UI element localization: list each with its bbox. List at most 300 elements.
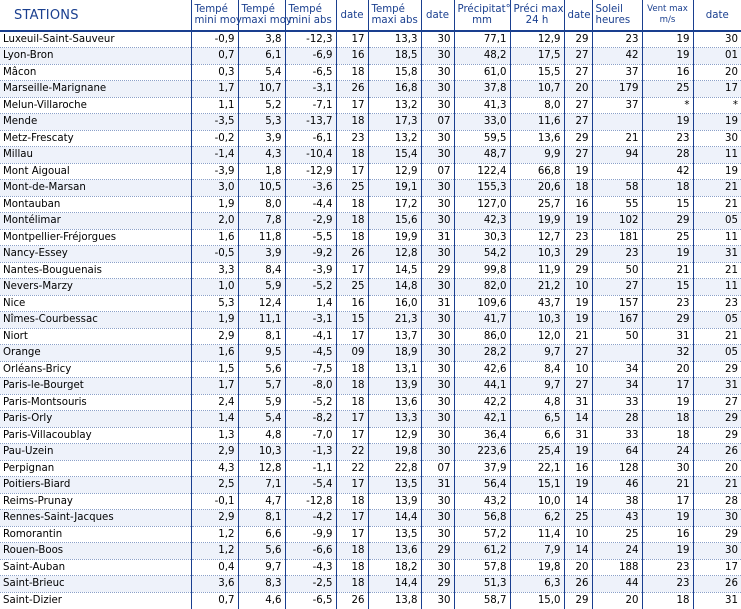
station-name-cell: Nice [0,295,191,312]
sunshine-hours-cell: 23 [592,31,642,48]
temp-max-moy-cell: 5,6 [238,361,285,378]
wind-max-cell: 18 [642,592,693,609]
temp-max-abs-cell: 19,8 [368,444,421,461]
temp-min-abs-cell: -8,0 [285,378,336,395]
station-name-cell: Orléans-Bricy [0,361,191,378]
date-max-cell: 30 [421,328,454,345]
station-name-cell: Nantes-Bouguenais [0,262,191,279]
precip-max-24h-cell: 6,5 [510,411,564,428]
temp-max-abs-cell: 15,4 [368,147,421,164]
precipitation-cell: 28,2 [454,345,510,362]
date-precip-cell: 14 [564,493,592,510]
station-name-cell: Niort [0,328,191,345]
date-precip-cell: 10 [564,526,592,543]
date-precip-cell: 27 [564,64,592,81]
date-wind-cell: 29 [693,361,741,378]
date-min-cell: 18 [336,361,368,378]
date-wind-cell: 21 [693,328,741,345]
wind-max-cell: 29 [642,312,693,329]
temp-max-moy-cell: 3,8 [238,31,285,48]
temp-min-abs-cell: -4,1 [285,328,336,345]
date-precip-cell: 29 [564,246,592,263]
date-min-cell: 22 [336,444,368,461]
date-max-cell: 30 [421,444,454,461]
wind-max-cell: 16 [642,64,693,81]
date-max-cell: 30 [421,592,454,609]
date-wind-cell: * [693,97,741,114]
date-wind-cell: 29 [693,526,741,543]
date-min-cell: 17 [336,97,368,114]
temp-max-abs-cell: 13,6 [368,394,421,411]
wind-max-cell: 18 [642,427,693,444]
date-wind-cell: 30 [693,510,741,527]
date-max-cell: 30 [421,510,454,527]
precipitation-cell: 99,8 [454,262,510,279]
wind-max-cell: 19 [642,510,693,527]
wind-max-cell: 23 [642,576,693,593]
precipitation-cell: 59,5 [454,130,510,147]
temp-min-moy-cell: 1,6 [191,229,238,246]
header-date-max: date [421,0,454,31]
date-max-cell: 30 [421,559,454,576]
date-wind-cell: 11 [693,279,741,296]
temp-max-moy-cell: 6,6 [238,526,285,543]
table-row [0,493,741,510]
date-precip-cell: 23 [564,229,592,246]
date-max-cell: 30 [421,411,454,428]
precipitation-cell: 155,3 [454,180,510,197]
date-min-cell: 22 [336,460,368,477]
temp-max-abs-cell: 22,8 [368,460,421,477]
wind-max-cell: 19 [642,114,693,131]
station-name-cell: Orange [0,345,191,362]
precip-max-24h-cell: 19,8 [510,559,564,576]
temp-min-moy-cell: 2,5 [191,477,238,494]
table-row [0,64,741,81]
precipitation-cell: 86,0 [454,328,510,345]
date-max-cell: 30 [421,97,454,114]
date-precip-cell: 31 [564,427,592,444]
date-min-cell: 17 [336,411,368,428]
date-max-cell: 31 [421,295,454,312]
date-max-cell: 30 [421,81,454,98]
temp-max-moy-cell: 10,7 [238,81,285,98]
date-wind-cell: 30 [693,130,741,147]
precipitation-cell: 44,1 [454,378,510,395]
precip-max-24h-cell: 7,9 [510,543,564,560]
date-precip-cell: 19 [564,213,592,230]
table-row [0,246,741,263]
temp-min-moy-cell: -1,4 [191,147,238,164]
temp-max-moy-cell: 5,9 [238,394,285,411]
table-row [0,345,741,362]
table-row [0,328,741,345]
temp-max-moy-cell: 5,2 [238,97,285,114]
date-wind-cell: 31 [693,246,741,263]
date-min-cell: 18 [336,229,368,246]
temp-max-moy-cell: 6,1 [238,48,285,65]
temp-min-moy-cell: 1,6 [191,345,238,362]
wind-max-cell: 18 [642,411,693,428]
station-name-cell: Lyon-Bron [0,48,191,65]
precip-max-24h-cell: 6,3 [510,576,564,593]
temp-max-abs-cell: 19,9 [368,229,421,246]
precipitation-cell: 122,4 [454,163,510,180]
precipitation-cell: 41,3 [454,97,510,114]
header-date-precip: date [564,0,592,31]
precipitation-cell: 42,2 [454,394,510,411]
header-temp-min-abs: Tempé mini abs [285,0,336,31]
date-max-cell: 29 [421,576,454,593]
temp-max-abs-cell: 16,0 [368,295,421,312]
header-temp-max-abs: Tempé maxi abs [368,0,421,31]
date-min-cell: 17 [336,31,368,48]
precip-max-24h-cell: 8,0 [510,97,564,114]
precip-max-24h-cell: 66,8 [510,163,564,180]
date-max-cell: 31 [421,477,454,494]
temp-max-moy-cell: 10,3 [238,444,285,461]
date-precip-cell: 26 [564,576,592,593]
station-name-cell: Mende [0,114,191,131]
temp-min-abs-cell: -9,2 [285,246,336,263]
temp-min-moy-cell: -0,9 [191,31,238,48]
date-wind-cell: 28 [693,493,741,510]
temp-max-abs-cell: 15,6 [368,213,421,230]
station-name-cell: Millau [0,147,191,164]
wind-max-cell: 30 [642,460,693,477]
date-max-cell: 30 [421,64,454,81]
wind-max-cell: 17 [642,493,693,510]
temp-max-abs-cell: 14,4 [368,510,421,527]
temp-max-moy-cell: 8,1 [238,510,285,527]
temp-min-abs-cell: -2,5 [285,576,336,593]
sunshine-hours-cell: 167 [592,312,642,329]
temp-max-abs-cell: 13,3 [368,411,421,428]
date-wind-cell: 30 [693,543,741,560]
temp-max-abs-cell: 18,5 [368,48,421,65]
precip-max-24h-cell: 11,4 [510,526,564,543]
header-stations: STATIONS [0,0,191,31]
temp-min-abs-cell: -2,9 [285,213,336,230]
header-date-min: date [336,0,368,31]
wind-max-cell: 19 [642,543,693,560]
date-precip-cell: 19 [564,444,592,461]
temp-min-moy-cell: 1,7 [191,378,238,395]
date-wind-cell: 21 [693,180,741,197]
date-wind-cell: 01 [693,48,741,65]
precipitation-cell: 127,0 [454,196,510,213]
wind-max-cell: 18 [642,180,693,197]
date-precip-cell: 10 [564,361,592,378]
date-min-cell: 25 [336,180,368,197]
table-row [0,312,741,329]
station-name-cell: Marseille-Marignane [0,81,191,98]
date-wind-cell: 11 [693,147,741,164]
temp-max-abs-cell: 17,2 [368,196,421,213]
temp-min-moy-cell: 1,4 [191,411,238,428]
station-name-cell: Montauban [0,196,191,213]
date-min-cell: 09 [336,345,368,362]
temp-min-moy-cell: 3,6 [191,576,238,593]
precipitation-cell: 56,8 [454,510,510,527]
temp-min-abs-cell: -13,7 [285,114,336,131]
temp-max-moy-cell: 12,4 [238,295,285,312]
sunshine-hours-cell: 33 [592,427,642,444]
date-min-cell: 17 [336,427,368,444]
date-max-cell: 30 [421,312,454,329]
table-row [0,180,741,197]
precip-max-24h-cell: 22,1 [510,460,564,477]
sunshine-hours-cell: 179 [592,81,642,98]
precipitation-cell: 36,4 [454,427,510,444]
temp-max-moy-cell: 5,9 [238,279,285,296]
temp-max-moy-cell: 8,4 [238,262,285,279]
temp-min-moy-cell: 2,9 [191,444,238,461]
station-name-cell: Nancy-Essey [0,246,191,263]
temp-max-abs-cell: 13,3 [368,31,421,48]
temp-min-moy-cell: -3,9 [191,163,238,180]
station-name-cell: Nîmes-Courbessac [0,312,191,329]
date-wind-cell: 30 [693,31,741,48]
precipitation-cell: 61,0 [454,64,510,81]
date-max-cell: 30 [421,213,454,230]
temp-max-moy-cell: 5,6 [238,543,285,560]
table-row [0,147,741,164]
precip-max-24h-cell: 9,7 [510,378,564,395]
temp-max-moy-cell: 9,7 [238,559,285,576]
date-precip-cell: 27 [564,345,592,362]
temp-min-abs-cell: -5,4 [285,477,336,494]
temp-min-abs-cell: -12,3 [285,31,336,48]
sunshine-hours-cell: 24 [592,543,642,560]
date-max-cell: 07 [421,114,454,131]
temp-min-abs-cell: -4,3 [285,559,336,576]
table-row [0,229,741,246]
temp-min-abs-cell: -6,9 [285,48,336,65]
precip-max-24h-cell: 10,3 [510,312,564,329]
wind-max-cell: 19 [642,246,693,263]
temp-min-moy-cell: 0,7 [191,48,238,65]
table-row [0,444,741,461]
station-name-cell: Melun-Villaroche [0,97,191,114]
date-min-cell: 18 [336,378,368,395]
precip-max-24h-cell: 10,7 [510,81,564,98]
date-precip-cell: 19 [564,312,592,329]
wind-max-cell: 20 [642,361,693,378]
wind-max-cell: 17 [642,378,693,395]
table-row [0,213,741,230]
sunshine-hours-cell: 50 [592,262,642,279]
wind-max-cell: 19 [642,394,693,411]
sunshine-hours-cell [592,345,642,362]
temp-min-abs-cell: -4,2 [285,510,336,527]
sunshine-hours-cell: 43 [592,510,642,527]
temp-max-abs-cell: 13,8 [368,592,421,609]
date-precip-cell: 10 [564,279,592,296]
precip-max-24h-cell: 15,0 [510,592,564,609]
sunshine-hours-cell: 157 [592,295,642,312]
temp-max-moy-cell: 11,1 [238,312,285,329]
temp-min-moy-cell: 2,0 [191,213,238,230]
wind-max-cell: 28 [642,147,693,164]
temp-min-abs-cell: -6,1 [285,130,336,147]
date-precip-cell: 31 [564,394,592,411]
date-wind-cell: 29 [693,411,741,428]
temp-min-moy-cell: 3,3 [191,262,238,279]
precip-max-24h-cell: 12,9 [510,31,564,48]
temp-min-moy-cell: 0,7 [191,592,238,609]
temp-max-abs-cell: 13,5 [368,526,421,543]
temp-min-abs-cell: -6,5 [285,64,336,81]
wind-max-cell: 21 [642,262,693,279]
station-name-cell: Saint-Auban [0,559,191,576]
sunshine-hours-cell: 128 [592,460,642,477]
table-row [0,196,741,213]
station-name-cell: Mont Aigoual [0,163,191,180]
date-wind-cell: 19 [693,163,741,180]
precipitation-cell: 37,8 [454,81,510,98]
sunshine-hours-cell [592,163,642,180]
date-wind-cell: 26 [693,444,741,461]
date-min-cell: 18 [336,394,368,411]
precip-max-24h-cell: 17,5 [510,48,564,65]
date-min-cell: 18 [336,493,368,510]
station-name-cell: Rouen-Boos [0,543,191,560]
date-min-cell: 18 [336,147,368,164]
precipitation-cell: 82,0 [454,279,510,296]
temp-min-abs-cell: -4,5 [285,345,336,362]
date-precip-cell: 20 [564,559,592,576]
wind-max-cell: 19 [642,31,693,48]
sunshine-hours-cell [592,114,642,131]
precipitation-cell: 58,7 [454,592,510,609]
sunshine-hours-cell: 37 [592,97,642,114]
date-min-cell: 18 [336,64,368,81]
date-wind-cell: 05 [693,213,741,230]
table-row [0,394,741,411]
date-precip-cell: 21 [564,328,592,345]
date-wind-cell: 20 [693,64,741,81]
date-max-cell: 29 [421,543,454,560]
table-row [0,526,741,543]
temp-max-moy-cell: 1,8 [238,163,285,180]
temp-min-moy-cell: 1,9 [191,312,238,329]
precipitation-cell: 30,3 [454,229,510,246]
table-row [0,163,741,180]
wind-max-cell: 42 [642,163,693,180]
date-wind-cell: 17 [693,559,741,576]
wind-max-cell: 19 [642,48,693,65]
temp-max-abs-cell: 18,9 [368,345,421,362]
precip-max-24h-cell: 20,6 [510,180,564,197]
temp-min-moy-cell: 1,2 [191,543,238,560]
date-max-cell: 30 [421,361,454,378]
temp-max-moy-cell: 11,8 [238,229,285,246]
temp-min-moy-cell: 0,3 [191,64,238,81]
temp-min-abs-cell: -12,9 [285,163,336,180]
sunshine-hours-cell: 94 [592,147,642,164]
date-wind-cell: 21 [693,262,741,279]
temp-max-abs-cell: 15,8 [368,64,421,81]
header-precip-max-24h: Préci max 24 h [510,0,564,31]
table-row [0,31,741,48]
sunshine-hours-cell: 28 [592,411,642,428]
station-name-cell: Paris-Montsouris [0,394,191,411]
temp-min-moy-cell: -0,5 [191,246,238,263]
precipitation-cell: 56,4 [454,477,510,494]
header-date-wind: date [693,0,741,31]
temp-min-moy-cell: 0,4 [191,559,238,576]
date-max-cell: 07 [421,163,454,180]
temp-max-abs-cell: 16,8 [368,81,421,98]
date-max-cell: 30 [421,180,454,197]
date-precip-cell: 27 [564,48,592,65]
temp-max-moy-cell: 7,8 [238,213,285,230]
date-min-cell: 18 [336,543,368,560]
sunshine-hours-cell: 33 [592,394,642,411]
date-min-cell: 17 [336,262,368,279]
precip-max-24h-cell: 19,9 [510,213,564,230]
date-wind-cell: 11 [693,229,741,246]
temp-min-abs-cell: -3,1 [285,81,336,98]
date-max-cell: 30 [421,345,454,362]
sunshine-hours-cell: 44 [592,576,642,593]
station-name-cell: Metz-Frescaty [0,130,191,147]
date-min-cell: 23 [336,130,368,147]
temp-max-moy-cell: 3,9 [238,130,285,147]
precipitation-cell: 57,8 [454,559,510,576]
precipitation-cell: 51,3 [454,576,510,593]
sunshine-hours-cell: 188 [592,559,642,576]
temp-min-moy-cell: 1,5 [191,361,238,378]
temp-max-moy-cell: 9,5 [238,345,285,362]
temp-min-moy-cell: 1,0 [191,279,238,296]
date-max-cell: 30 [421,378,454,395]
table-row [0,295,741,312]
temp-min-abs-cell: -3,1 [285,312,336,329]
station-name-cell: Reims-Prunay [0,493,191,510]
wind-max-cell: 23 [642,559,693,576]
temp-min-abs-cell: -6,5 [285,592,336,609]
table-row [0,361,741,378]
table-row [0,411,741,428]
date-max-cell: 30 [421,246,454,263]
header-precipitation: Précipitat° mm [454,0,510,31]
station-name-cell: Nevers-Marzy [0,279,191,296]
header-temp-max-moy: Tempé maxi moy [238,0,285,31]
date-min-cell: 18 [336,213,368,230]
sunshine-hours-cell: 34 [592,378,642,395]
temp-max-moy-cell: 4,6 [238,592,285,609]
date-min-cell: 18 [336,114,368,131]
temp-max-moy-cell: 8,3 [238,576,285,593]
table-row [0,48,741,65]
date-wind-cell: 21 [693,196,741,213]
temp-max-abs-cell: 14,5 [368,262,421,279]
date-max-cell: 31 [421,229,454,246]
sunshine-hours-cell: 27 [592,279,642,296]
temp-max-abs-cell: 13,9 [368,493,421,510]
wind-max-cell: 16 [642,526,693,543]
temp-min-abs-cell: -5,2 [285,279,336,296]
date-wind-cell: 27 [693,394,741,411]
sunshine-hours-cell: 181 [592,229,642,246]
temp-min-abs-cell: -7,1 [285,97,336,114]
date-max-cell: 30 [421,196,454,213]
temp-min-abs-cell: -7,5 [285,361,336,378]
station-name-cell: Saint-Dizier [0,592,191,609]
precip-max-24h-cell: 6,2 [510,510,564,527]
